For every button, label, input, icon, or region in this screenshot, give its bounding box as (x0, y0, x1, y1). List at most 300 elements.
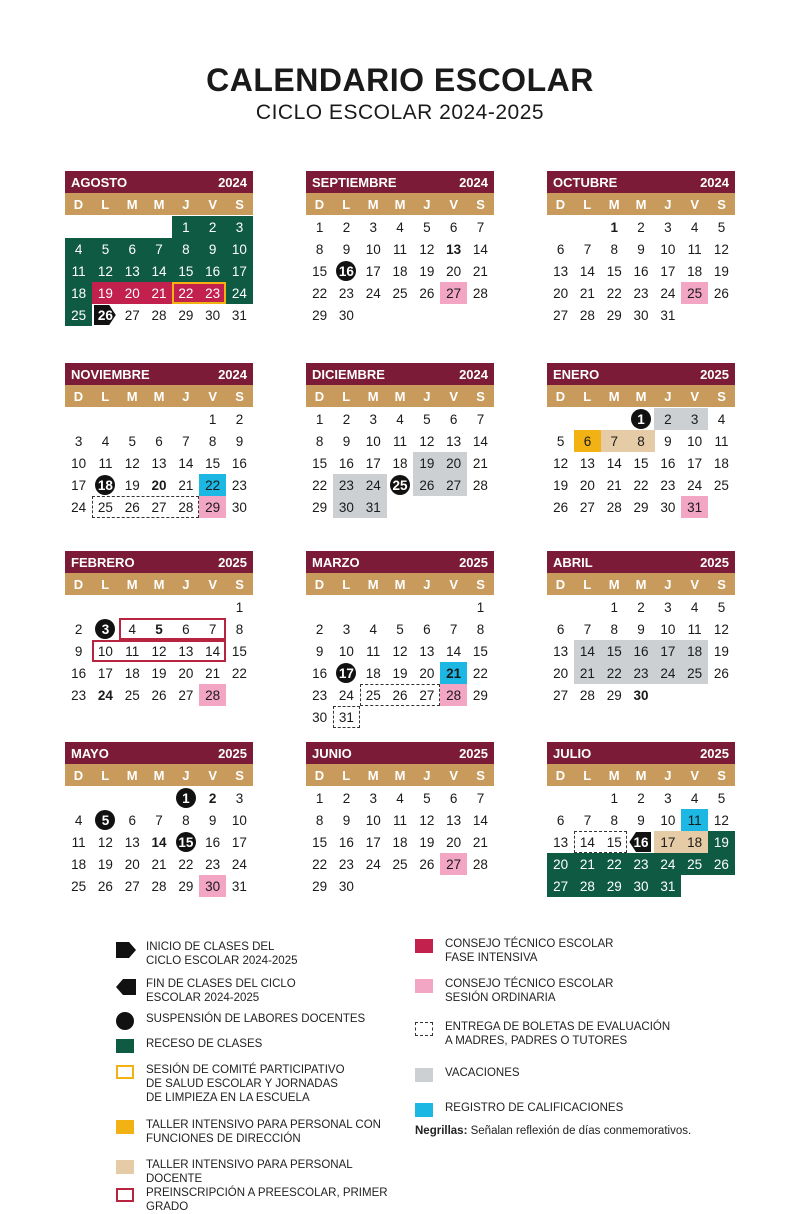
day-cell[interactable] (440, 684, 467, 706)
day-cell[interactable] (440, 452, 467, 474)
day-cell[interactable] (654, 452, 681, 474)
day-cell[interactable] (333, 238, 360, 260)
day-cell[interactable] (172, 452, 199, 474)
day-cell[interactable] (708, 787, 735, 809)
day-cell[interactable] (627, 618, 654, 640)
day-cell[interactable] (306, 474, 333, 496)
day-cell[interactable] (654, 282, 681, 304)
day-cell[interactable] (65, 430, 92, 452)
day-cell[interactable] (119, 238, 146, 260)
day-cell[interactable] (708, 216, 735, 238)
day-cell[interactable] (654, 304, 681, 326)
day-cell[interactable] (65, 662, 92, 684)
day-cell[interactable] (119, 875, 146, 897)
day-cell[interactable] (654, 596, 681, 618)
day-cell[interactable] (333, 474, 360, 496)
day-cell[interactable] (226, 662, 253, 684)
day-cell[interactable] (654, 474, 681, 496)
day-cell[interactable] (226, 216, 253, 238)
day-cell[interactable] (226, 430, 253, 452)
day-cell[interactable] (708, 282, 735, 304)
day-cell[interactable] (681, 787, 708, 809)
day-cell[interactable] (92, 496, 119, 518)
day-cell[interactable] (199, 809, 226, 831)
day-cell[interactable] (547, 831, 574, 853)
day-cell[interactable] (172, 474, 199, 496)
day-cell[interactable] (226, 282, 253, 304)
day-cell[interactable] (226, 640, 253, 662)
day-cell[interactable] (413, 640, 440, 662)
day-cell[interactable] (306, 831, 333, 853)
day-cell[interactable] (306, 408, 333, 430)
day-cell[interactable] (654, 496, 681, 518)
day-cell[interactable] (386, 640, 413, 662)
day-cell[interactable] (65, 260, 92, 282)
day-cell[interactable] (681, 474, 708, 496)
day-cell[interactable] (199, 452, 226, 474)
day-cell[interactable] (333, 640, 360, 662)
day-cell[interactable] (333, 260, 360, 282)
day-cell[interactable] (119, 831, 146, 853)
day-cell[interactable] (386, 787, 413, 809)
day-cell[interactable] (226, 452, 253, 474)
day-cell[interactable] (119, 496, 146, 518)
day-cell[interactable] (681, 640, 708, 662)
day-cell[interactable] (708, 430, 735, 452)
day-cell[interactable] (413, 831, 440, 853)
day-cell[interactable] (574, 260, 601, 282)
day-cell[interactable] (413, 662, 440, 684)
day-cell[interactable] (440, 260, 467, 282)
day-cell[interactable] (333, 809, 360, 831)
day-cell[interactable] (306, 787, 333, 809)
day-cell[interactable] (386, 238, 413, 260)
day-cell[interactable] (467, 260, 494, 282)
day-cell[interactable] (601, 640, 628, 662)
day-cell[interactable] (413, 282, 440, 304)
day-cell[interactable] (306, 853, 333, 875)
day-cell[interactable] (226, 875, 253, 897)
day-cell[interactable] (306, 238, 333, 260)
day-cell[interactable] (333, 831, 360, 853)
day-cell[interactable] (681, 853, 708, 875)
day-cell[interactable] (574, 853, 601, 875)
day-cell[interactable] (627, 640, 654, 662)
day-cell[interactable] (654, 260, 681, 282)
day-cell[interactable] (708, 452, 735, 474)
day-cell[interactable] (360, 474, 387, 496)
day-cell[interactable] (681, 618, 708, 640)
day-cell[interactable] (627, 216, 654, 238)
day-cell[interactable] (467, 831, 494, 853)
day-cell[interactable] (547, 853, 574, 875)
day-cell[interactable] (386, 853, 413, 875)
day-cell[interactable] (199, 618, 226, 640)
day-cell[interactable] (333, 408, 360, 430)
day-cell[interactable] (440, 640, 467, 662)
day-cell[interactable] (627, 809, 654, 831)
day-cell[interactable] (145, 809, 172, 831)
day-cell[interactable] (440, 408, 467, 430)
day-cell[interactable] (226, 408, 253, 430)
day-cell[interactable] (386, 452, 413, 474)
day-cell[interactable] (306, 684, 333, 706)
day-cell[interactable] (440, 662, 467, 684)
day-cell[interactable] (360, 787, 387, 809)
day-cell[interactable] (172, 496, 199, 518)
day-cell[interactable] (65, 618, 92, 640)
day-cell[interactable] (681, 260, 708, 282)
day-cell[interactable] (199, 304, 226, 326)
day-cell[interactable] (440, 238, 467, 260)
day-cell[interactable] (92, 684, 119, 706)
day-cell[interactable] (360, 260, 387, 282)
day-cell[interactable] (574, 809, 601, 831)
day-cell[interactable] (360, 452, 387, 474)
day-cell[interactable] (119, 260, 146, 282)
day-cell[interactable] (627, 853, 654, 875)
day-cell[interactable] (172, 430, 199, 452)
day-cell[interactable] (627, 282, 654, 304)
day-cell[interactable] (601, 787, 628, 809)
day-cell[interactable] (413, 238, 440, 260)
day-cell[interactable] (601, 474, 628, 496)
day-cell[interactable] (65, 452, 92, 474)
day-cell[interactable] (601, 238, 628, 260)
day-cell[interactable] (333, 853, 360, 875)
day-cell[interactable] (145, 304, 172, 326)
day-cell[interactable] (681, 452, 708, 474)
day-cell[interactable] (574, 238, 601, 260)
day-cell[interactable] (681, 496, 708, 518)
day-cell[interactable] (65, 640, 92, 662)
day-cell[interactable] (226, 496, 253, 518)
day-cell[interactable] (360, 216, 387, 238)
day-cell[interactable] (386, 684, 413, 706)
day-cell[interactable] (547, 809, 574, 831)
day-cell[interactable] (386, 662, 413, 684)
day-cell[interactable] (92, 809, 119, 831)
day-cell[interactable] (92, 875, 119, 897)
day-cell[interactable] (601, 304, 628, 326)
day-cell[interactable] (627, 430, 654, 452)
day-cell[interactable] (440, 282, 467, 304)
day-cell[interactable] (601, 260, 628, 282)
day-cell[interactable] (360, 684, 387, 706)
day-cell[interactable] (601, 452, 628, 474)
day-cell[interactable] (708, 662, 735, 684)
day-cell[interactable] (440, 787, 467, 809)
day-cell[interactable] (172, 831, 199, 853)
day-cell[interactable] (413, 260, 440, 282)
day-cell[interactable] (119, 304, 146, 326)
day-cell[interactable] (627, 831, 654, 853)
day-cell[interactable] (601, 496, 628, 518)
day-cell[interactable] (360, 496, 387, 518)
day-cell[interactable] (627, 474, 654, 496)
day-cell[interactable] (627, 875, 654, 897)
day-cell[interactable] (681, 216, 708, 238)
day-cell[interactable] (145, 282, 172, 304)
day-cell[interactable] (199, 216, 226, 238)
day-cell[interactable] (467, 408, 494, 430)
day-cell[interactable] (333, 875, 360, 897)
day-cell[interactable] (199, 282, 226, 304)
day-cell[interactable] (654, 216, 681, 238)
day-cell[interactable] (226, 853, 253, 875)
day-cell[interactable] (172, 684, 199, 706)
day-cell[interactable] (627, 596, 654, 618)
day-cell[interactable] (92, 282, 119, 304)
day-cell[interactable] (119, 282, 146, 304)
day-cell[interactable] (681, 596, 708, 618)
day-cell[interactable] (119, 640, 146, 662)
day-cell[interactable] (413, 408, 440, 430)
day-cell[interactable] (226, 618, 253, 640)
day-cell[interactable] (306, 640, 333, 662)
day-cell[interactable] (654, 809, 681, 831)
day-cell[interactable] (145, 618, 172, 640)
day-cell[interactable] (467, 596, 494, 618)
day-cell[interactable] (92, 430, 119, 452)
day-cell[interactable] (627, 496, 654, 518)
day-cell[interactable] (92, 662, 119, 684)
day-cell[interactable] (574, 875, 601, 897)
day-cell[interactable] (708, 596, 735, 618)
day-cell[interactable] (681, 809, 708, 831)
day-cell[interactable] (119, 474, 146, 496)
day-cell[interactable] (226, 809, 253, 831)
day-cell[interactable] (145, 684, 172, 706)
day-cell[interactable] (467, 238, 494, 260)
day-cell[interactable] (386, 430, 413, 452)
day-cell[interactable] (199, 831, 226, 853)
day-cell[interactable] (440, 216, 467, 238)
day-cell[interactable] (145, 238, 172, 260)
day-cell[interactable] (65, 853, 92, 875)
day-cell[interactable] (172, 618, 199, 640)
day-cell[interactable] (360, 662, 387, 684)
day-cell[interactable] (333, 282, 360, 304)
day-cell[interactable] (681, 662, 708, 684)
day-cell[interactable] (627, 304, 654, 326)
day-cell[interactable] (92, 474, 119, 496)
day-cell[interactable] (413, 216, 440, 238)
day-cell[interactable] (574, 282, 601, 304)
day-cell[interactable] (65, 831, 92, 853)
day-cell[interactable] (65, 496, 92, 518)
day-cell[interactable] (547, 238, 574, 260)
day-cell[interactable] (547, 684, 574, 706)
day-cell[interactable] (119, 618, 146, 640)
day-cell[interactable] (306, 875, 333, 897)
day-cell[interactable] (360, 831, 387, 853)
day-cell[interactable] (601, 809, 628, 831)
day-cell[interactable] (306, 809, 333, 831)
day-cell[interactable] (547, 452, 574, 474)
day-cell[interactable] (92, 618, 119, 640)
day-cell[interactable] (199, 408, 226, 430)
day-cell[interactable] (440, 809, 467, 831)
day-cell[interactable] (92, 853, 119, 875)
day-cell[interactable] (306, 662, 333, 684)
day-cell[interactable] (601, 831, 628, 853)
day-cell[interactable] (65, 684, 92, 706)
day-cell[interactable] (360, 809, 387, 831)
day-cell[interactable] (654, 640, 681, 662)
day-cell[interactable] (467, 853, 494, 875)
day-cell[interactable] (145, 662, 172, 684)
day-cell[interactable] (386, 618, 413, 640)
day-cell[interactable] (386, 260, 413, 282)
day-cell[interactable] (360, 853, 387, 875)
day-cell[interactable] (654, 408, 681, 430)
day-cell[interactable] (306, 304, 333, 326)
day-cell[interactable] (386, 831, 413, 853)
day-cell[interactable] (386, 282, 413, 304)
day-cell[interactable] (92, 452, 119, 474)
day-cell[interactable] (467, 618, 494, 640)
day-cell[interactable] (92, 640, 119, 662)
day-cell[interactable] (145, 640, 172, 662)
day-cell[interactable] (386, 474, 413, 496)
day-cell[interactable] (413, 474, 440, 496)
day-cell[interactable] (467, 452, 494, 474)
day-cell[interactable] (226, 831, 253, 853)
day-cell[interactable] (226, 238, 253, 260)
day-cell[interactable] (199, 684, 226, 706)
day-cell[interactable] (386, 216, 413, 238)
day-cell[interactable] (654, 662, 681, 684)
day-cell[interactable] (601, 684, 628, 706)
day-cell[interactable] (413, 853, 440, 875)
day-cell[interactable] (226, 787, 253, 809)
day-cell[interactable] (145, 831, 172, 853)
day-cell[interactable] (119, 684, 146, 706)
day-cell[interactable] (547, 875, 574, 897)
day-cell[interactable] (413, 430, 440, 452)
day-cell[interactable] (654, 831, 681, 853)
day-cell[interactable] (627, 238, 654, 260)
day-cell[interactable] (333, 430, 360, 452)
day-cell[interactable] (654, 430, 681, 452)
day-cell[interactable] (333, 662, 360, 684)
day-cell[interactable] (360, 618, 387, 640)
day-cell[interactable] (681, 831, 708, 853)
day-cell[interactable] (172, 853, 199, 875)
day-cell[interactable] (654, 238, 681, 260)
day-cell[interactable] (199, 496, 226, 518)
day-cell[interactable] (467, 640, 494, 662)
day-cell[interactable] (440, 618, 467, 640)
day-cell[interactable] (413, 809, 440, 831)
day-cell[interactable] (413, 684, 440, 706)
day-cell[interactable] (306, 706, 333, 728)
day-cell[interactable] (65, 238, 92, 260)
day-cell[interactable] (440, 430, 467, 452)
day-cell[interactable] (333, 216, 360, 238)
day-cell[interactable] (145, 474, 172, 496)
day-cell[interactable] (601, 618, 628, 640)
day-cell[interactable] (601, 596, 628, 618)
day-cell[interactable] (627, 408, 654, 430)
day-cell[interactable] (333, 684, 360, 706)
day-cell[interactable] (119, 853, 146, 875)
day-cell[interactable] (681, 282, 708, 304)
day-cell[interactable] (172, 809, 199, 831)
day-cell[interactable] (119, 662, 146, 684)
day-cell[interactable] (601, 216, 628, 238)
day-cell[interactable] (306, 430, 333, 452)
day-cell[interactable] (172, 787, 199, 809)
day-cell[interactable] (333, 787, 360, 809)
day-cell[interactable] (467, 787, 494, 809)
day-cell[interactable] (360, 282, 387, 304)
day-cell[interactable] (333, 304, 360, 326)
day-cell[interactable] (601, 430, 628, 452)
day-cell[interactable] (172, 282, 199, 304)
day-cell[interactable] (601, 853, 628, 875)
day-cell[interactable] (467, 282, 494, 304)
day-cell[interactable] (467, 809, 494, 831)
day-cell[interactable] (574, 496, 601, 518)
day-cell[interactable] (172, 875, 199, 897)
day-cell[interactable] (333, 452, 360, 474)
day-cell[interactable] (199, 853, 226, 875)
day-cell[interactable] (654, 875, 681, 897)
day-cell[interactable] (467, 430, 494, 452)
day-cell[interactable] (119, 452, 146, 474)
day-cell[interactable] (627, 787, 654, 809)
day-cell[interactable] (547, 496, 574, 518)
day-cell[interactable] (145, 496, 172, 518)
day-cell[interactable] (413, 787, 440, 809)
day-cell[interactable] (172, 238, 199, 260)
day-cell[interactable] (172, 304, 199, 326)
day-cell[interactable] (708, 408, 735, 430)
day-cell[interactable] (360, 640, 387, 662)
day-cell[interactable] (574, 304, 601, 326)
day-cell[interactable] (574, 618, 601, 640)
day-cell[interactable] (199, 875, 226, 897)
day-cell[interactable] (360, 430, 387, 452)
day-cell[interactable] (440, 831, 467, 853)
day-cell[interactable] (708, 474, 735, 496)
day-cell[interactable] (65, 474, 92, 496)
day-cell[interactable] (627, 260, 654, 282)
day-cell[interactable] (654, 787, 681, 809)
day-cell[interactable] (306, 618, 333, 640)
day-cell[interactable] (65, 875, 92, 897)
day-cell[interactable] (467, 662, 494, 684)
day-cell[interactable] (547, 640, 574, 662)
day-cell[interactable] (574, 640, 601, 662)
day-cell[interactable] (654, 618, 681, 640)
day-cell[interactable] (681, 408, 708, 430)
day-cell[interactable] (601, 662, 628, 684)
day-cell[interactable] (681, 430, 708, 452)
day-cell[interactable] (65, 282, 92, 304)
day-cell[interactable] (145, 430, 172, 452)
day-cell[interactable] (92, 304, 119, 326)
day-cell[interactable] (306, 496, 333, 518)
day-cell[interactable] (574, 662, 601, 684)
day-cell[interactable] (413, 452, 440, 474)
day-cell[interactable] (145, 452, 172, 474)
day-cell[interactable] (306, 282, 333, 304)
day-cell[interactable] (627, 684, 654, 706)
day-cell[interactable] (467, 216, 494, 238)
